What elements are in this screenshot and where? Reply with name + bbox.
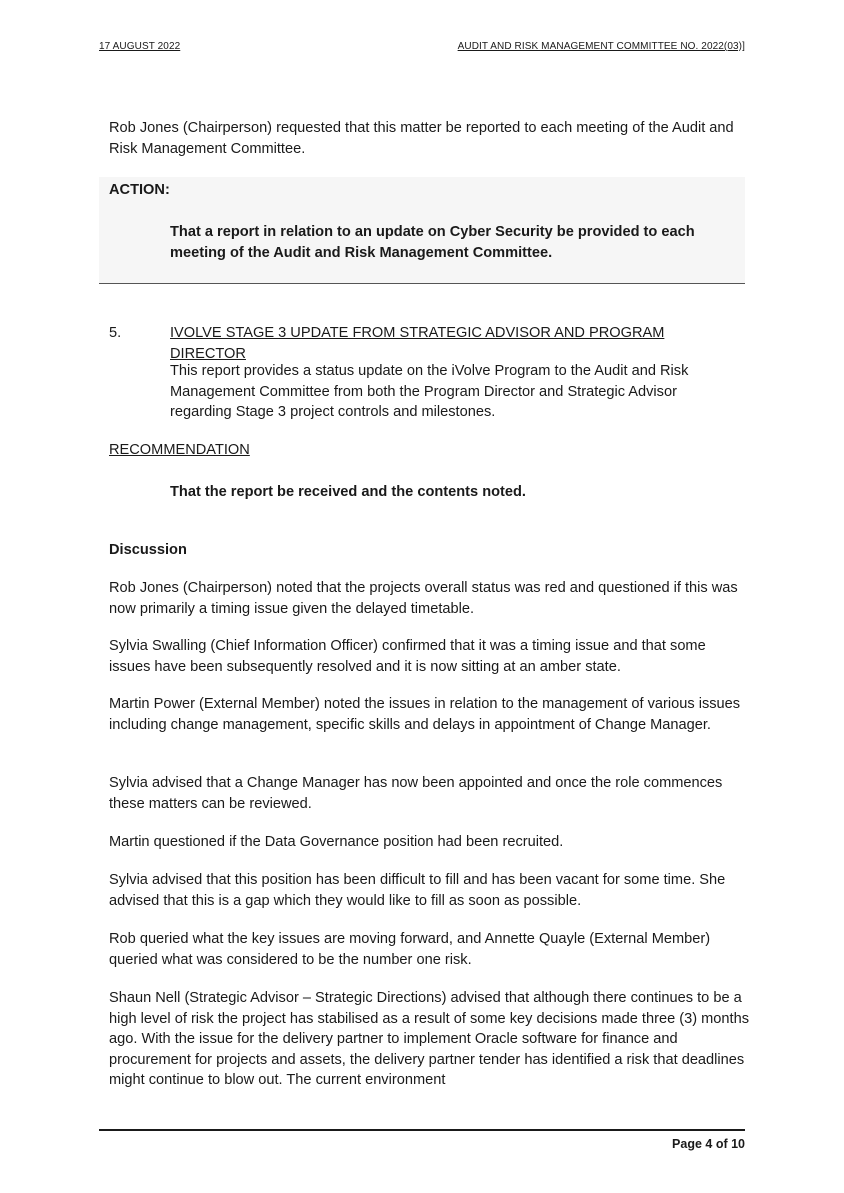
item-5-title: IVOLVE STAGE 3 UPDATE FROM STRATEGIC ADVISOR AND PROGRAM DIRECTOR	[170, 325, 665, 362]
action-label: ACTION:	[109, 182, 170, 198]
discussion-paragraph: Martin questioned if the Data Governance position had been recruited.	[109, 834, 564, 850]
discussion-heading: Discussion	[109, 542, 187, 558]
intro-paragraph: Rob Jones (Chairperson) requested that this matter be reported to each meeting of the Audit and Risk Management Committee.	[109, 120, 734, 157]
item-5-number: 5.	[109, 325, 122, 341]
action-text: That a report in relation to an update on Cyber Security be provided to each meeting of the Audit and Risk Management Committee.	[170, 224, 695, 261]
discussion-paragraph: Sylvia advised that a Change Manager has now been appointed and once the role commences these matters can be reviewed.	[109, 775, 723, 812]
discussion-paragraph: Sylvia Swalling (Chief Information Officer) confirmed that it was a timing issue and that some issues have been subsequently resolved and it is now sitting at an amber state.	[109, 638, 706, 675]
footer-divider	[99, 1129, 745, 1131]
discussion-paragraph: Shaun Nell (Strategic Advisor – Strategic Directions) advised that although there continues to be a high level of risk the project has stabilised as a result of some key decisions made three (3) months ago. With the issue for the delivery partner to implement Oracle software for finance and procurement for projects and assets, the delivery partner tender has identified a risk that deadlines might continue to blow out. The current environment	[109, 990, 750, 1088]
discussion-paragraph: Rob queried what the key issues are moving forward, and Annette Quayle (External Member) queried what was considered to be the number one risk.	[109, 931, 711, 968]
recommendation-text: That the report be received and the contents noted.	[170, 484, 526, 500]
discussion-paragraph: Martin Power (External Member) noted the issues in relation to the management of various issues including change management, specific skills and delays in appointment of Change Manager.	[109, 696, 741, 733]
recommendation-heading: RECOMMENDATION	[109, 442, 250, 458]
header-committee: AUDIT AND RISK MANAGEMENT COMMITTEE NO. 2022(03)]	[457, 41, 745, 52]
header-date: 17 AUGUST 2022	[99, 41, 181, 52]
item-5-summary: This report provides a status update on the iVolve Program to the Audit and Risk Management Committee from both the Program Director and Strategic Advisor regarding Stage 3 project controls and milestones.	[170, 363, 689, 420]
page-number: Page 4 of 10	[672, 1137, 745, 1151]
discussion-paragraph: Rob Jones (Chairperson) noted that the projects overall status was red and questioned if this was now primarily a timing issue given the delayed timetable.	[109, 580, 738, 617]
discussion-paragraph: Sylvia advised that this position has been difficult to fill and has been vacant for some time. She advised that this is a gap which they would like to fill as soon as possible.	[109, 872, 726, 909]
